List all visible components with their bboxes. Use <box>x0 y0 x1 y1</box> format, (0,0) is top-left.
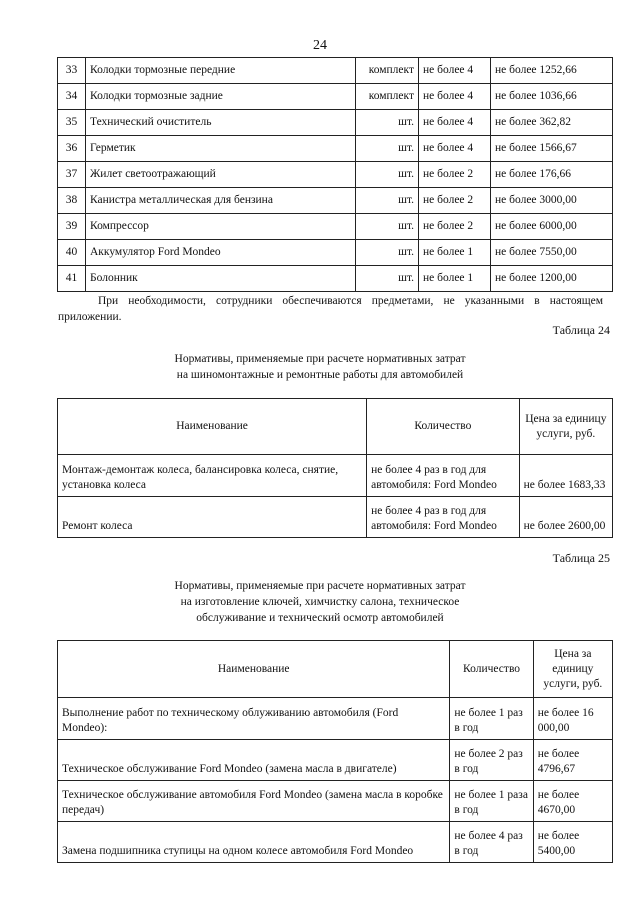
cell-price: не более 1566,67 <box>491 136 613 162</box>
table-24-title-line: на шиномонтажные и ремонтные работы для автомобилей <box>176 369 464 381</box>
cell-number: 38 <box>58 188 86 214</box>
table-row <box>58 110 613 136</box>
cell-unit: шт. <box>356 110 419 136</box>
cell-qty: не более 4 раз в год для автомобиля: Ford Mondeo <box>367 497 520 538</box>
cell-number: 41 <box>58 266 86 292</box>
table-24-title-line: Нормативы, применяемые при расчете нормативных затрат <box>174 353 466 365</box>
cell-price: не более 4670,00 <box>533 781 612 822</box>
cell-number: 40 <box>58 240 86 266</box>
table-row <box>58 58 613 84</box>
table-row <box>58 455 613 497</box>
note-paragraph: При необходимости, сотрудники обеспечиваются предметами, не указанными в настоящем приложении. <box>58 295 603 323</box>
table-row <box>58 781 613 822</box>
header-name: Наименование <box>58 399 367 455</box>
cell-price: не более 6000,00 <box>491 214 613 240</box>
table-row <box>58 84 613 110</box>
table-24 <box>57 398 613 538</box>
cell-qty: не более 2 <box>419 214 491 240</box>
cell-qty: не более 4 раз в год для автомобиля: Ford Mondeo <box>367 455 520 497</box>
header-name: Наименование <box>58 641 450 698</box>
table-row <box>58 497 613 538</box>
header-qty: Количество <box>450 641 533 698</box>
cell-qty: не более 4 <box>419 58 491 84</box>
cell-qty: не более 4 <box>419 136 491 162</box>
table-25-title-line: на изготовление ключей, химчистку салона, техническое <box>180 596 460 608</box>
cell-qty: не более 2 <box>419 162 491 188</box>
cell-number: 37 <box>58 162 86 188</box>
cell-price: не более 1683,33 <box>519 455 612 497</box>
cell-name: Выполнение работ по техническому облуживанию автомобиля (Ford Mondeo): <box>58 698 450 740</box>
header-qty: Количество <box>367 399 520 455</box>
cell-name: Техническое обслуживание Ford Mondeo (замена масла в двигателе) <box>58 740 450 781</box>
cell-price: не более 3000,00 <box>491 188 613 214</box>
table-25-title <box>0 578 640 626</box>
table-24-title <box>0 351 640 383</box>
cell-name: Ремонт колеса <box>58 497 367 538</box>
cell-qty: не более 2 <box>419 188 491 214</box>
cell-name: Монтаж-демонтаж колеса, балансировка колеса, снятие, установка колеса <box>58 455 367 497</box>
cell-name: Жилет светоотражающий <box>86 162 356 188</box>
table-row <box>58 740 613 781</box>
cell-name: Техническое обслуживание автомобиля Ford Mondeo (замена масла в коробке передач) <box>58 781 450 822</box>
cell-qty: не более 1 <box>419 240 491 266</box>
cell-unit: шт. <box>356 214 419 240</box>
table-25-title-line: Нормативы, применяемые при расчете нормативных затрат <box>174 580 466 592</box>
table-25-title-line: обслуживание и технический осмотр автомобилей <box>196 612 444 624</box>
cell-price: не более 2600,00 <box>519 497 612 538</box>
table-23-continuation <box>57 57 613 292</box>
cell-unit: шт. <box>356 162 419 188</box>
table-row <box>58 240 613 266</box>
cell-qty: не более 4 <box>419 110 491 136</box>
cell-price: не более 16 000,00 <box>533 698 612 740</box>
cell-qty: не более 1 раза в год <box>450 781 533 822</box>
cell-price: не более 1036,66 <box>491 84 613 110</box>
cell-qty: не более 1 <box>419 266 491 292</box>
cell-unit: шт. <box>356 266 419 292</box>
cell-price: не более 362,82 <box>491 110 613 136</box>
cell-name: Колодки тормозные задние <box>86 84 356 110</box>
cell-name: Технический очиститель <box>86 110 356 136</box>
cell-unit: комплект <box>356 58 419 84</box>
cell-price: не более 1252,66 <box>491 58 613 84</box>
table-row <box>58 266 613 292</box>
table-24-label: Таблица 24 <box>552 323 610 337</box>
table-row <box>58 822 613 863</box>
cell-price: не более 4796,67 <box>533 740 612 781</box>
table-25 <box>57 640 613 863</box>
cell-number: 34 <box>58 84 86 110</box>
cell-name: Болонник <box>86 266 356 292</box>
cell-price: не более 1200,00 <box>491 266 613 292</box>
cell-name: Колодки тормозные передние <box>86 58 356 84</box>
cell-name: Замена подшипника ступицы на одном колесе автомобиля Ford Mondeo <box>58 822 450 863</box>
header-price: Цена за единицу услуги, руб. <box>519 399 612 455</box>
table-row <box>58 136 613 162</box>
cell-qty: не более 1 раз в год <box>450 698 533 740</box>
cell-number: 36 <box>58 136 86 162</box>
table-row <box>58 188 613 214</box>
cell-number: 33 <box>58 58 86 84</box>
header-price: Цена за единицу услуги, руб. <box>533 641 612 698</box>
cell-name: Компрессор <box>86 214 356 240</box>
cell-qty: не более 4 <box>419 84 491 110</box>
table-row <box>58 214 613 240</box>
cell-unit: шт. <box>356 136 419 162</box>
cell-qty: не более 2 раз в год <box>450 740 533 781</box>
table-row <box>58 162 613 188</box>
page-number: 24 <box>313 38 327 53</box>
table-25-label: Таблица 25 <box>552 551 610 565</box>
cell-unit: шт. <box>356 188 419 214</box>
cell-unit: шт. <box>356 240 419 266</box>
cell-price: не более 176,66 <box>491 162 613 188</box>
cell-number: 35 <box>58 110 86 136</box>
cell-unit: комплект <box>356 84 419 110</box>
cell-number: 39 <box>58 214 86 240</box>
cell-price: не более 5400,00 <box>533 822 612 863</box>
cell-qty: не более 4 раз в год <box>450 822 533 863</box>
table-row <box>58 698 613 740</box>
cell-price: не более 7550,00 <box>491 240 613 266</box>
cell-name: Аккумулятор Ford Mondeo <box>86 240 356 266</box>
cell-name: Герметик <box>86 136 356 162</box>
cell-name: Канистра металлическая для бензина <box>86 188 356 214</box>
